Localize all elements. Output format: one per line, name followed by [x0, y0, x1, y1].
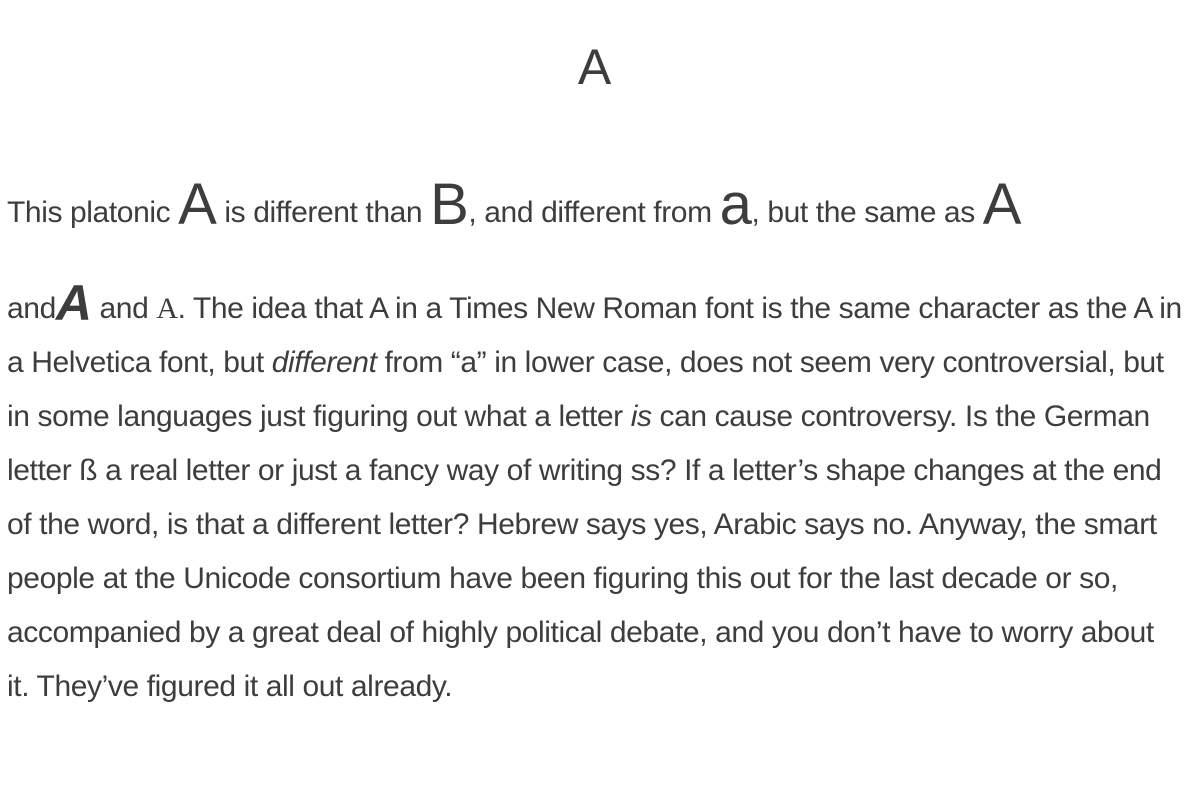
- text-segment: and: [99, 292, 149, 325]
- text-segment: and: [7, 292, 56, 325]
- bold-italic-letter-a: A: [55, 275, 92, 331]
- paragraph-line-2: [7, 256, 1182, 714]
- italic-word-different: different: [271, 346, 377, 379]
- large-letter-a-2: A: [982, 172, 1022, 237]
- text-segment: can cause controversy. Is the German letter ß a real letter or just a fancy way of writing ss? If a letter’s shape changes at the end of the word, is that a different letter? Hebrew says yes, Arabic says no. Anyway, the smart people at the Unicode consortium have been figuring this out for the last decade or so, accompanied by a great deal of highly political debate, and you don’t have to worry about it. They’ve figured it all out already.: [7, 400, 1162, 703]
- heading-letter: A: [577, 39, 612, 95]
- body-paragraph: [7, 170, 1182, 714]
- italic-word-is: is: [630, 400, 652, 433]
- text-segment: , but the same as: [751, 196, 975, 229]
- large-letter-b: B: [430, 172, 469, 237]
- text-segment: . The idea that A in a Times New Roman font is the same character as the A in a Helvetica font, but: [7, 292, 1182, 379]
- text-segment: , and different from: [468, 196, 712, 229]
- paragraph-line-1: [7, 170, 1182, 256]
- text-segment: This platonic: [7, 196, 171, 229]
- large-letter-a: A: [178, 172, 217, 237]
- serif-letter-a: A: [156, 292, 178, 325]
- large-letter-a-lowercase: a: [719, 172, 752, 237]
- text-segment: is different than: [224, 196, 423, 229]
- text-segment: from “a” in lower case, does not seem very controversial, but in some languages just figuring out what a letter: [7, 346, 1164, 433]
